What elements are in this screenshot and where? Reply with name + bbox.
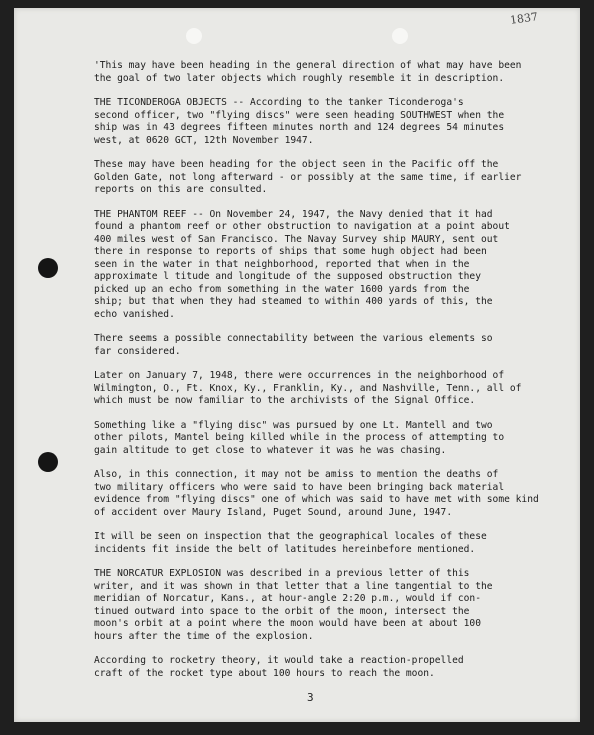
paragraph-rocketry-theory: According to rocketry theory, it would take a reaction-propelled craft of the rocket type about 100 hours to reach the moon. [94,655,464,679]
paragraph-mantell: Something like a "flying disc" was pursued by one Lt. Mantell and two other pilots, Mantel being killed while in the process of attempting to gain altitude to get close to whatever it was he was chasing. [94,419,505,456]
paragraph-connectability: There seems a possible connectability between the various elements so far considered. [94,333,493,357]
punch-hole-side-lower [38,452,58,472]
paragraph-military-officers: Also, in this connection, it may not be amiss to mention the deaths of two military officers who were said to have been bringing back material evidence from "flying discs" one of which was said to have met with some kind of accident over Maury Island, Puget Sound, around June, 1947. [94,469,539,518]
paragraph-ticonderoga-objects: THE TICONDEROGA OBJECTS -- According to the tanker Ticonderoga's second officer, two "flying discs" were seen heading SOUTHWEST when the ship was in 43 degrees fifteen minutes north and 124 degrees 54 minutes west, at 0620 GCT, 12th November 1947. [94,97,505,146]
punch-hole-side-upper [38,258,58,278]
document-page [14,8,580,722]
paragraph-intro: 'This may have been heading in the general direction of what may have been the goal of two later objects which roughly resemble it in description. [94,60,522,84]
paragraph-january-occurrences: Later on January 7, 1948, there were occurrences in the neighborhood of Wilmington, O., Ft. Knox, Ky., Franklin, Ky., and Nashville, Tenn., all of which must be now familiar to the archivists of the Signal Office. [94,370,522,406]
paragraph-golden-gate: These may have been heading for the object seen in the Pacific off the Golden Gate, not long afterward - or possibly at the same time, if earlier reports on this are consulted. [94,159,522,195]
punch-hole-top-left [186,28,202,44]
document-body [94,60,554,692]
paragraph-geographical-locales: It will be seen on inspection that the geographical locales of these incidents fit inside the belt of latitudes hereinbefore mentioned. [94,531,487,555]
corner-handwritten-mark: 1837 [509,10,539,27]
punch-hole-top-right [392,28,408,44]
paragraph-norcatur-explosion: THE NORCATUR EXPLOSION was described in a previous letter of this writer, and it was shown in that letter that a line tangential to the meridian of Norcatur, Kans., at hour-angle 2:20 p.m., would if con- tinued outward into space to the orbit of the moon, intersect the moon's orbit at a point where the moon would have been at about 100 hours after the time of the explosion. [94,568,493,642]
page-number: 3 [307,691,314,704]
paragraph-phantom-reef: THE PHANTOM REEF -- On November 24, 1947, the Navy denied that it had found a phantom reef or other obstruction to navigation at a point about 400 miles west of San Francisco. The Navay Survey ship MAURY, sent out there in response to reports of ships that some hugh object had been seen in the water in that neighborhood, reported that when in the approximate l titude and longitude of the supposed obstruction they picked up an echo from something in the water 1600 yards from the ship; but that when they had steamed to within 400 yards of this, the echo vanished. [94,208,510,320]
